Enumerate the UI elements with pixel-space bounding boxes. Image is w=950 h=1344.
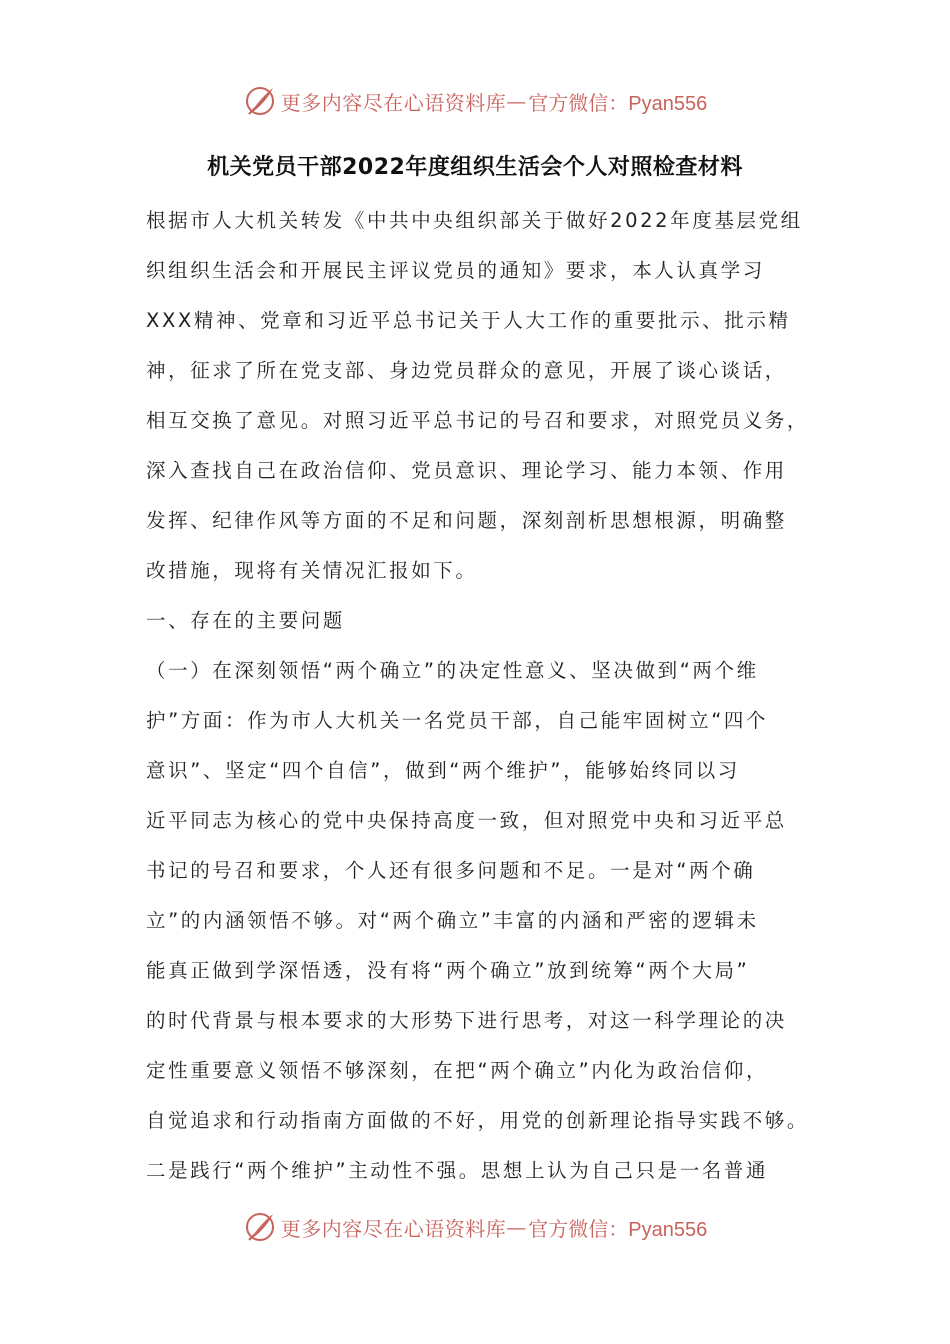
watermark-footer — [0, 1210, 950, 1244]
watermark-handle: 官方微信：Pyan556 — [528, 92, 708, 115]
feather-pen-logo-icon — [243, 1210, 277, 1244]
body-line: 神，征求了所在党支部、身边党员群众的意见，开展了谈心谈话， — [146, 359, 787, 382]
body-line: 护”方面：作为市人大机关一名党员干部，自己能牢固树立“四个 — [146, 709, 769, 732]
body-line: （一）在深刻领悟“两个确立”的决定性意义、坚决做到“两个维 — [146, 659, 759, 682]
watermark-dash: — — [506, 1215, 527, 1239]
body-line: 定性重要意义领悟不够深刻，在把“两个确立”内化为政治信仰， — [146, 1059, 769, 1082]
body-line: 能真正做到学深悟透，没有将“两个确立”放到统筹“两个大局” — [146, 959, 750, 982]
body-line: 改措施，现将有关情况汇报如下。 — [146, 559, 478, 582]
body-line: 书记的号召和要求，个人还有很多问题和不足。一是对“两个确 — [146, 859, 756, 882]
body-line: 意识”、坚定“四个自信”，做到“两个维护”，能够始终同以习 — [146, 759, 740, 782]
watermark-header — [0, 84, 950, 118]
watermark-dash: — — [506, 89, 527, 113]
watermark-text: 更多内容尽在心语资料库 — [280, 90, 507, 115]
section-heading: 一、存在的主要问题 — [146, 609, 345, 632]
body-line: 近平同志为核心的党中央保持高度一致，但对照党中央和习近平总 — [146, 809, 787, 832]
body-line: 相互交换了意见。对照习近平总书记的号召和要求，对照党员义务， — [146, 409, 810, 432]
watermark-handle: 官方微信：Pyan556 — [528, 1218, 708, 1241]
document-title: 机关党员干部2022年度组织生活会个人对照检查材料 — [207, 155, 743, 180]
body-line: 自觉追求和行动指南方面做的不好，用党的创新理论指导实践不够。 — [146, 1109, 810, 1132]
body-line: 立”的内涵领悟不够。对“两个确立”丰富的内涵和严密的逻辑未 — [146, 909, 759, 932]
body-line: XXX精神、党章和习近平总书记关于人大工作的重要批示、批示精 — [146, 309, 791, 332]
document-body — [146, 196, 818, 1196]
body-line: 发挥、纪律作风等方面的不足和问题，深刻剖析思想根源，明确整 — [146, 509, 787, 532]
body-line: 织组织生活会和开展民主评议党员的通知》要求，本人认真学习 — [146, 259, 765, 282]
body-line: 二是践行“两个维护”主动性不强。思想上认为自己只是一名普通 — [146, 1159, 769, 1182]
feather-pen-logo-icon — [243, 84, 277, 118]
watermark-text: 更多内容尽在心语资料库 — [280, 1216, 507, 1241]
body-line: 根据市人大机关转发《中共中央组织部关于做好2022年度基层党组 — [146, 209, 803, 232]
body-line: 的时代背景与根本要求的大形势下进行思考，对这一科学理论的决 — [146, 1009, 787, 1032]
body-line: 深入查找自己在政治信仰、党员意识、理论学习、能力本领、作用 — [146, 459, 787, 482]
